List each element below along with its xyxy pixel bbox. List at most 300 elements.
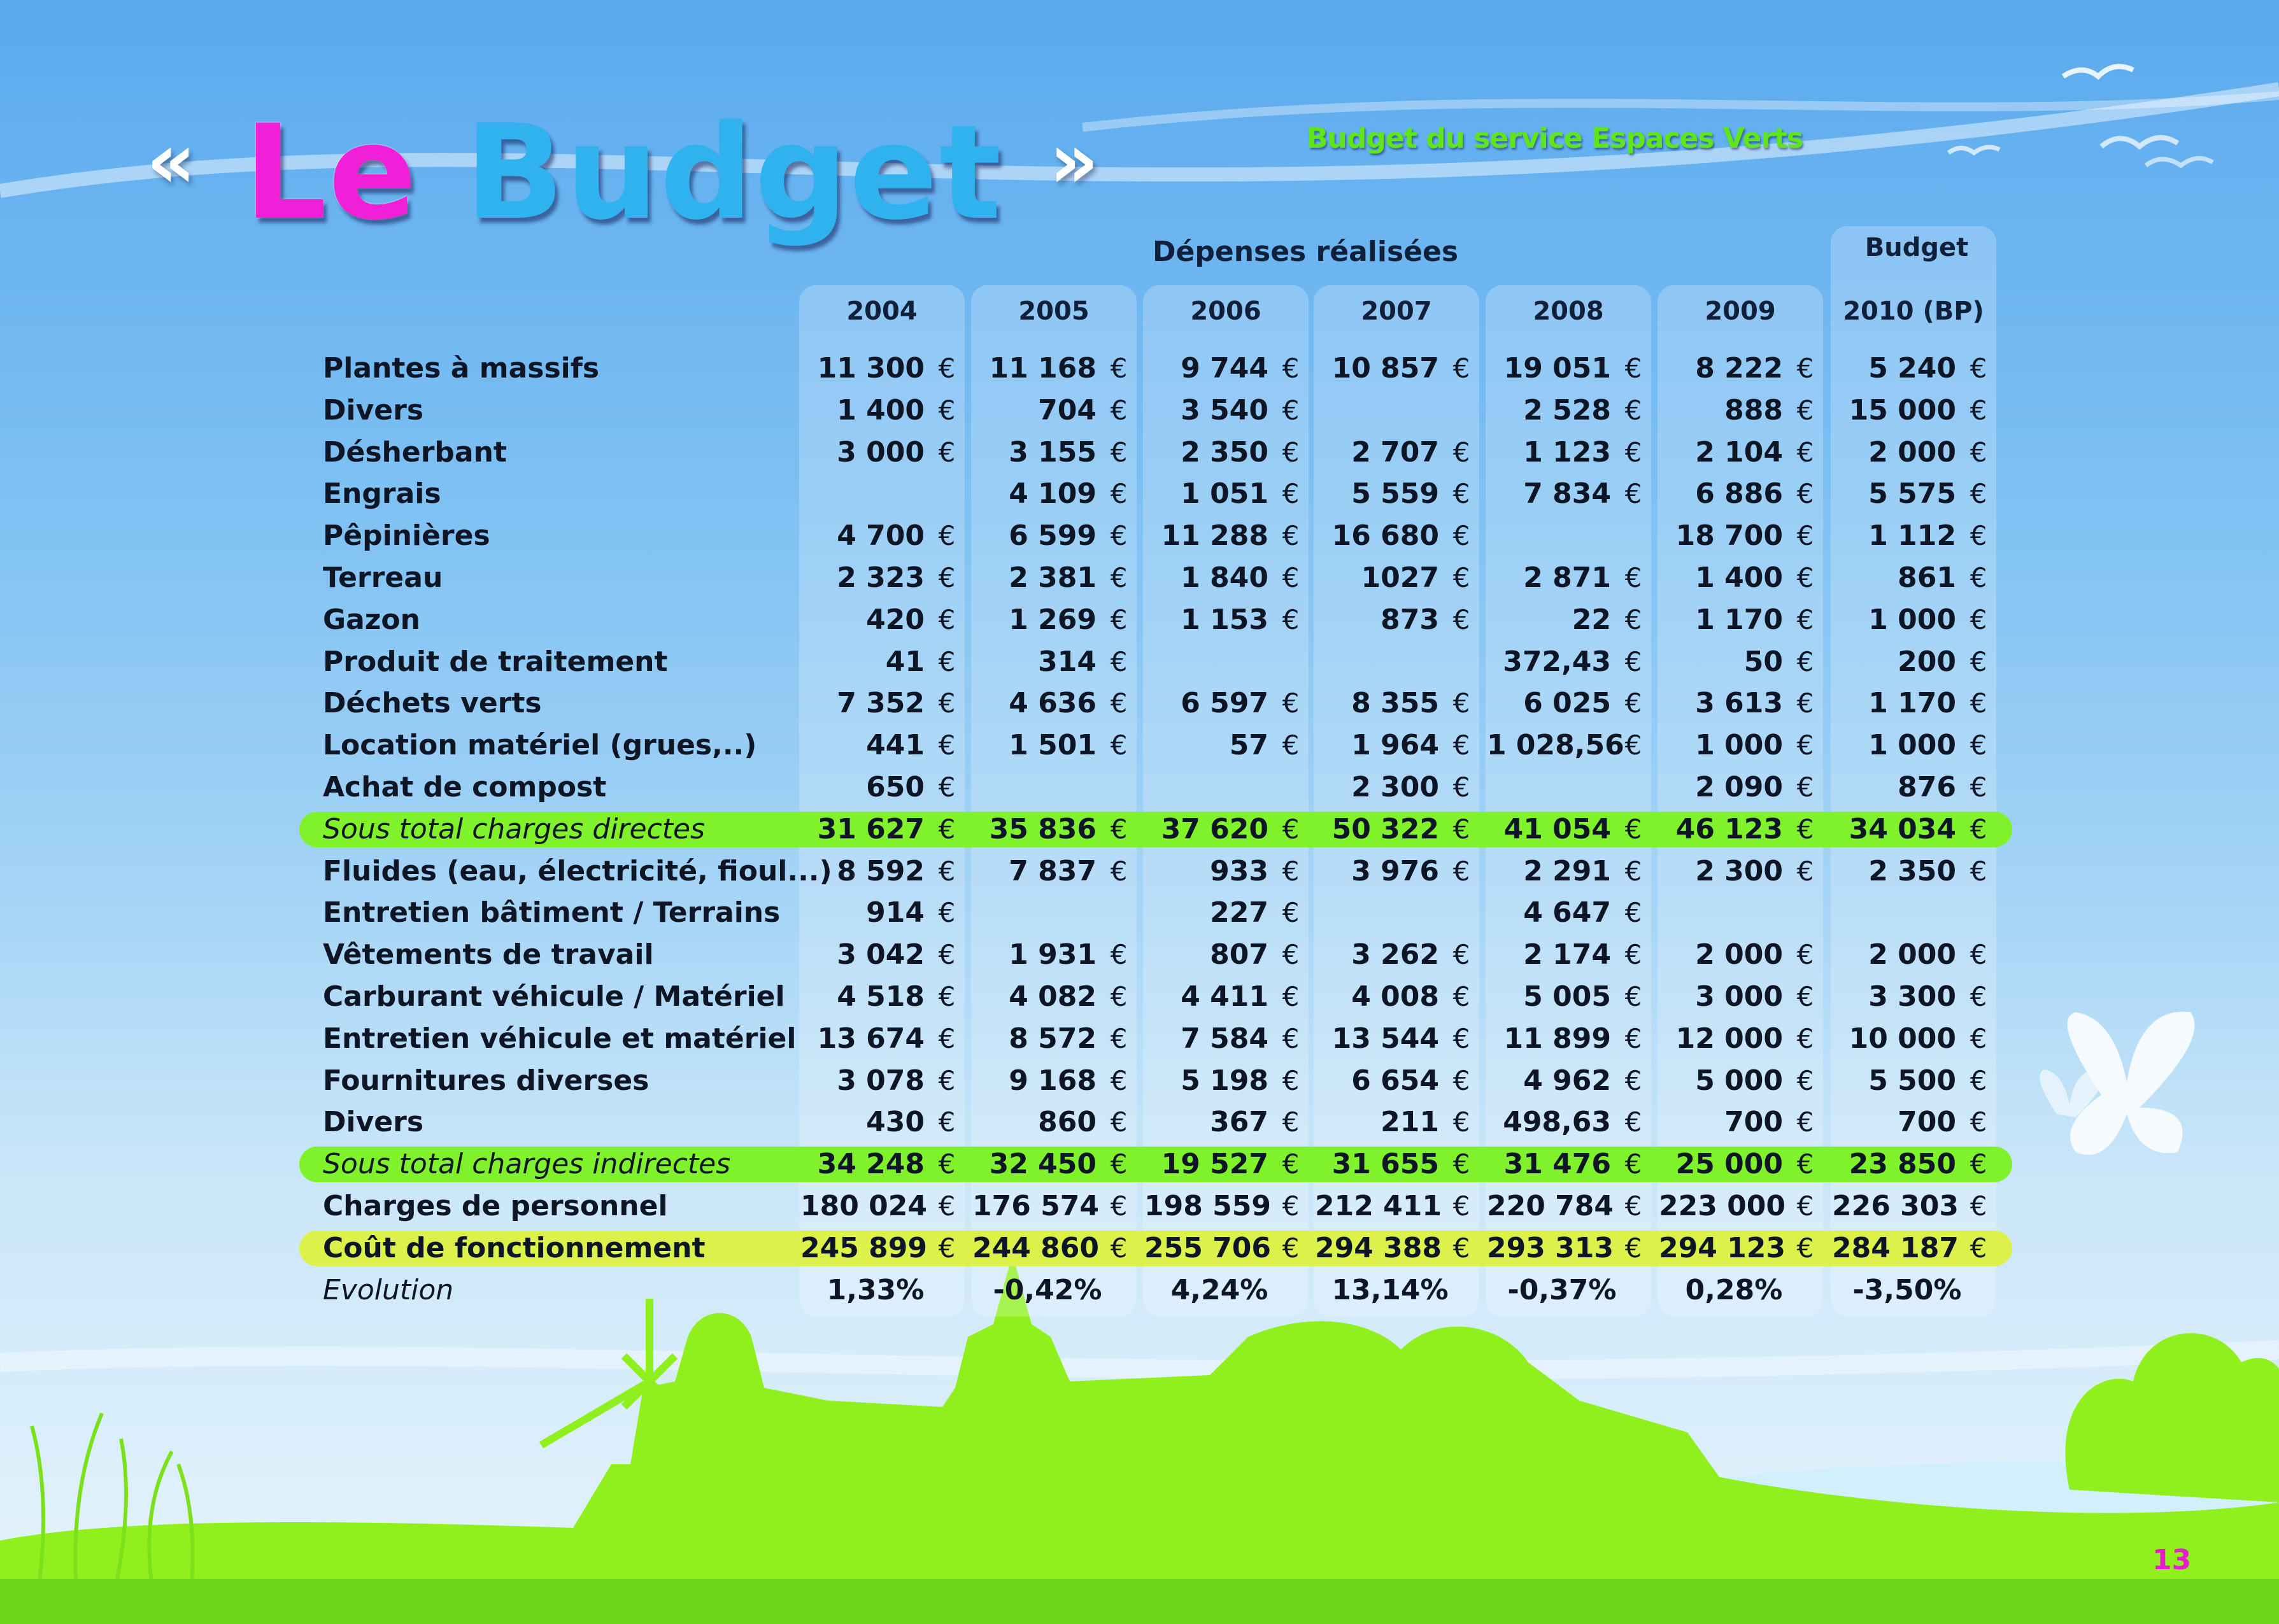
value-cell: 227 — [1210, 896, 1268, 929]
euro-symbol: € — [1110, 688, 1128, 719]
table-row — [0, 682, 2279, 724]
euro-symbol: € — [1796, 520, 1814, 551]
value-cell: 1 840 — [1181, 561, 1268, 594]
table-row — [0, 1101, 2279, 1143]
euro-symbol: € — [1624, 688, 1642, 719]
row-label: Evolution — [323, 1274, 454, 1306]
euro-symbol: € — [1970, 395, 1987, 426]
value-cell: 37 620 — [1161, 813, 1268, 845]
value-cell: 441 — [866, 729, 925, 761]
euro-symbol: € — [1796, 688, 1814, 719]
value-cell: 1027 — [1361, 561, 1439, 594]
euro-symbol: € — [938, 646, 956, 677]
value-cell: 9 168 — [1009, 1064, 1097, 1097]
value-cell: 7 584 — [1181, 1022, 1268, 1055]
value-cell: 2 528 — [1523, 394, 1611, 427]
euro-symbol: € — [1970, 1190, 1987, 1222]
euro-symbol: € — [1282, 437, 1300, 468]
value-cell: 293 313 — [1487, 1232, 1614, 1264]
page-subtitle: Budget du service Espaces Verts — [1307, 122, 1803, 155]
euro-symbol: € — [1110, 562, 1128, 593]
page-number: 13 — [2152, 1544, 2192, 1576]
value-cell: 11 899 — [1503, 1022, 1611, 1055]
euro-symbol: € — [1624, 1232, 1642, 1264]
row-label: Plantes à massifs — [323, 352, 600, 385]
value-cell: 2 000 — [1695, 938, 1783, 971]
euro-symbol: € — [1452, 856, 1470, 887]
euro-symbol: € — [1282, 395, 1300, 426]
value-cell: 244 860 — [972, 1232, 1100, 1264]
value-cell: 861 — [1898, 561, 1956, 594]
value-cell: 5 000 — [1695, 1064, 1783, 1097]
table-row — [0, 641, 2279, 683]
row-label: Entretien bâtiment / Terrains — [323, 896, 781, 929]
value-cell: 1 170 — [1695, 604, 1783, 636]
euro-symbol: € — [1110, 1023, 1128, 1054]
year-header: 2006 — [1190, 297, 1261, 326]
value-cell: 5 575 — [1868, 477, 1956, 510]
value-cell: 2 174 — [1523, 938, 1611, 971]
value-cell: 41 — [885, 646, 925, 678]
euro-symbol: € — [1110, 1232, 1128, 1264]
euro-symbol: € — [1624, 1148, 1642, 1180]
euro-symbol: € — [1624, 1190, 1642, 1222]
value-cell: 245 899 — [800, 1232, 928, 1264]
euro-symbol: € — [938, 520, 956, 551]
euro-symbol: € — [938, 437, 956, 468]
evolution-cell: 1,33% — [827, 1274, 925, 1306]
group-header: Dépenses réalisées — [1152, 236, 1459, 268]
title-open-quote: « — [146, 117, 197, 206]
year-header: 2008 — [1533, 297, 1604, 326]
value-cell: 34 034 — [1849, 813, 1956, 845]
table-row — [0, 599, 2279, 641]
value-cell: 3 262 — [1351, 938, 1439, 971]
euro-symbol: € — [1110, 646, 1128, 677]
euro-symbol: € — [1110, 478, 1128, 509]
euro-symbol: € — [1282, 1023, 1300, 1054]
euro-symbol: € — [1970, 772, 1987, 803]
value-cell: 8 355 — [1351, 687, 1439, 719]
euro-symbol: € — [1624, 730, 1642, 761]
table-row — [0, 432, 2279, 474]
euro-symbol: € — [1452, 478, 1470, 509]
value-cell: 807 — [1210, 938, 1268, 971]
value-cell: 860 — [1038, 1106, 1097, 1138]
euro-symbol: € — [1796, 1023, 1814, 1054]
euro-symbol: € — [1110, 856, 1128, 887]
euro-symbol: € — [938, 897, 956, 928]
euro-symbol: € — [1452, 604, 1470, 635]
row-label: Location matériel (grues,..) — [323, 729, 757, 761]
euro-symbol: € — [1796, 981, 1814, 1012]
euro-symbol: € — [1110, 1106, 1128, 1138]
value-cell: 15 000 — [1849, 394, 1956, 427]
value-cell: 19 051 — [1503, 352, 1611, 385]
euro-symbol: € — [1110, 814, 1128, 845]
value-cell: 4 962 — [1523, 1064, 1611, 1097]
euro-symbol: € — [1970, 520, 1987, 551]
value-cell: 933 — [1210, 855, 1268, 887]
euro-symbol: € — [1796, 1065, 1814, 1096]
value-cell: 1 123 — [1523, 436, 1611, 469]
value-cell: 430 — [866, 1106, 925, 1138]
euro-symbol: € — [1624, 814, 1642, 845]
value-cell: 650 — [866, 771, 925, 803]
euro-symbol: € — [1970, 981, 1987, 1012]
row-label: Charges de personnel — [323, 1190, 668, 1222]
value-cell: 11 300 — [817, 352, 925, 385]
value-cell: 31 655 — [1331, 1148, 1439, 1180]
euro-symbol: € — [1452, 520, 1470, 551]
euro-symbol: € — [938, 395, 956, 426]
value-cell: 1 153 — [1181, 604, 1268, 636]
euro-symbol: € — [1452, 1232, 1470, 1264]
euro-symbol: € — [1796, 562, 1814, 593]
value-cell: 1 170 — [1868, 687, 1956, 719]
value-cell: 1 931 — [1009, 938, 1097, 971]
row-label: Achat de compost — [323, 771, 607, 803]
row-label: Produit de traitement — [323, 646, 668, 678]
value-cell: 8 572 — [1009, 1022, 1097, 1055]
row-label: Carburant véhicule / Matériel — [323, 980, 785, 1013]
evolution-cell: 13,14% — [1331, 1274, 1449, 1306]
value-cell: 876 — [1898, 771, 1956, 803]
title-close-quote: » — [1049, 117, 1100, 206]
euro-symbol: € — [938, 604, 956, 635]
value-cell: 700 — [1724, 1106, 1783, 1138]
row-label: Engrais — [323, 477, 441, 510]
value-cell: 1 051 — [1181, 477, 1268, 510]
euro-symbol: € — [1452, 353, 1470, 384]
value-cell: 255 706 — [1144, 1232, 1272, 1264]
euro-symbol: € — [1796, 395, 1814, 426]
euro-symbol: € — [1624, 981, 1642, 1012]
euro-symbol: € — [1452, 981, 1470, 1012]
table-row — [0, 892, 2279, 934]
value-cell: 34 248 — [817, 1148, 925, 1180]
euro-symbol: € — [938, 1190, 956, 1222]
euro-symbol: € — [1624, 1023, 1642, 1054]
value-cell: 5 005 — [1523, 980, 1611, 1013]
value-cell: 3 300 — [1868, 980, 1956, 1013]
value-cell: 1 000 — [1868, 604, 1956, 636]
row-label: Déchets verts — [323, 687, 542, 719]
value-cell: 2 300 — [1695, 855, 1783, 887]
row-label: Désherbant — [323, 436, 507, 469]
euro-symbol: € — [938, 1065, 956, 1096]
year-header: 2004 — [846, 297, 918, 326]
row-label: Vêtements de travail — [323, 938, 654, 971]
euro-symbol: € — [1282, 981, 1300, 1012]
value-cell: 1 028,56 — [1487, 729, 1624, 761]
value-cell: 5 559 — [1351, 477, 1439, 510]
value-cell: 2 381 — [1009, 561, 1097, 594]
euro-symbol: € — [1282, 478, 1300, 509]
euro-symbol: € — [1282, 814, 1300, 845]
table-row — [0, 390, 2279, 432]
value-cell: 7 834 — [1523, 477, 1611, 510]
value-cell: 211 — [1381, 1106, 1439, 1138]
value-cell: 13 544 — [1331, 1022, 1439, 1055]
table-row — [0, 934, 2279, 976]
value-cell: 888 — [1724, 394, 1783, 427]
value-cell: 4 647 — [1523, 896, 1611, 929]
value-cell: 372,43 — [1503, 646, 1611, 678]
euro-symbol: € — [1624, 1065, 1642, 1096]
euro-symbol: € — [1282, 730, 1300, 761]
table-row — [0, 1143, 2279, 1185]
value-cell: 2 104 — [1695, 436, 1783, 469]
value-cell: 314 — [1038, 646, 1097, 678]
value-cell: 200 — [1898, 646, 1956, 678]
evolution-cell: -3,50% — [1852, 1274, 1962, 1306]
table-row — [0, 808, 2279, 851]
euro-symbol: € — [1282, 939, 1300, 970]
value-cell: 2 350 — [1868, 855, 1956, 887]
euro-symbol: € — [1970, 814, 1987, 845]
value-cell: 10 857 — [1331, 352, 1439, 385]
value-cell: 704 — [1038, 394, 1097, 427]
euro-symbol: € — [1970, 730, 1987, 761]
euro-symbol: € — [938, 939, 956, 970]
value-cell: 1 400 — [1695, 561, 1783, 594]
euro-symbol: € — [1970, 1232, 1987, 1264]
euro-symbol: € — [1796, 437, 1814, 468]
euro-symbol: € — [1796, 772, 1814, 803]
euro-symbol: € — [1282, 604, 1300, 635]
value-cell: 7 837 — [1009, 855, 1097, 887]
euro-symbol: € — [1452, 1190, 1470, 1222]
euro-symbol: € — [1282, 1190, 1300, 1222]
value-cell: 13 674 — [817, 1022, 925, 1055]
euro-symbol: € — [938, 981, 956, 1012]
euro-symbol: € — [1282, 1232, 1300, 1264]
row-label: Pêpinières — [323, 519, 490, 552]
euro-symbol: € — [1796, 478, 1814, 509]
euro-symbol: € — [1796, 730, 1814, 761]
euro-symbol: € — [1624, 395, 1642, 426]
table-row — [0, 348, 2279, 390]
value-cell: 3 976 — [1351, 855, 1439, 887]
value-cell: 1 112 — [1868, 519, 1956, 552]
value-cell: 23 850 — [1849, 1148, 1956, 1180]
value-cell: 6 025 — [1523, 687, 1611, 719]
value-cell: 176 574 — [972, 1190, 1100, 1222]
euro-symbol: € — [1282, 856, 1300, 887]
value-cell: 5 240 — [1868, 352, 1956, 385]
value-cell: 35 836 — [989, 813, 1097, 845]
value-cell: 2 090 — [1695, 771, 1783, 803]
row-label: Divers — [323, 394, 424, 427]
table-row — [0, 1060, 2279, 1102]
euro-symbol: € — [1970, 939, 1987, 970]
euro-symbol: € — [1282, 520, 1300, 551]
euro-symbol: € — [1282, 897, 1300, 928]
euro-symbol: € — [1796, 1190, 1814, 1222]
value-cell: 2 350 — [1181, 436, 1268, 469]
euro-symbol: € — [1282, 1106, 1300, 1138]
euro-symbol: € — [938, 814, 956, 845]
value-cell: 1 400 — [837, 394, 925, 427]
euro-symbol: € — [1970, 562, 1987, 593]
value-cell: 4 082 — [1009, 980, 1097, 1013]
table-row — [0, 473, 2279, 515]
table-row — [0, 1185, 2279, 1227]
value-cell: 2 000 — [1868, 436, 1956, 469]
value-cell: 50 322 — [1331, 813, 1439, 845]
euro-symbol: € — [1970, 646, 1987, 677]
euro-symbol: € — [1110, 395, 1128, 426]
euro-symbol: € — [1970, 856, 1987, 887]
row-label: Sous total charges indirectes — [323, 1148, 731, 1180]
value-cell: 1 000 — [1695, 729, 1783, 761]
value-cell: 2 000 — [1868, 938, 1956, 971]
euro-symbol: € — [1970, 688, 1987, 719]
value-cell: 3 078 — [837, 1064, 925, 1097]
euro-symbol: € — [1282, 353, 1300, 384]
value-cell: 3 000 — [1695, 980, 1783, 1013]
value-cell: 46 123 — [1675, 813, 1783, 845]
euro-symbol: € — [1970, 478, 1987, 509]
value-cell: 3 155 — [1009, 436, 1097, 469]
value-cell: 420 — [866, 604, 925, 636]
value-cell: 4 411 — [1181, 980, 1268, 1013]
euro-symbol: € — [1796, 856, 1814, 887]
value-cell: 5 500 — [1868, 1064, 1956, 1097]
euro-symbol: € — [1110, 730, 1128, 761]
euro-symbol: € — [1110, 437, 1128, 468]
euro-symbol: € — [938, 730, 956, 761]
euro-symbol: € — [1970, 1023, 1987, 1054]
table-row — [0, 851, 2279, 893]
euro-symbol: € — [1970, 353, 1987, 384]
value-cell: 873 — [1381, 604, 1439, 636]
value-cell: 2 300 — [1351, 771, 1439, 803]
value-cell: 7 352 — [837, 687, 925, 719]
value-cell: 6 886 — [1695, 477, 1783, 510]
euro-symbol: € — [1796, 1106, 1814, 1138]
value-cell: 367 — [1210, 1106, 1268, 1138]
euro-symbol: € — [1282, 562, 1300, 593]
euro-symbol: € — [1282, 1148, 1300, 1180]
value-cell: 6 597 — [1181, 687, 1268, 719]
euro-symbol: € — [1970, 1148, 1987, 1180]
euro-symbol: € — [1796, 353, 1814, 384]
euro-symbol: € — [1110, 1148, 1128, 1180]
euro-symbol: € — [1970, 604, 1987, 635]
euro-symbol: € — [938, 856, 956, 887]
euro-symbol: € — [1110, 1065, 1128, 1096]
value-cell: 5 198 — [1181, 1064, 1268, 1097]
year-header: 2010 (BP) — [1843, 297, 1984, 326]
value-cell: 294 123 — [1659, 1232, 1786, 1264]
euro-symbol: € — [1452, 1023, 1470, 1054]
value-cell: 226 303 — [1832, 1190, 1959, 1222]
row-label: Fluides (eau, électricité, fioul...) — [323, 855, 832, 887]
value-cell: 3 042 — [837, 938, 925, 971]
euro-symbol: € — [1110, 353, 1128, 384]
value-cell: 498,63 — [1503, 1106, 1611, 1138]
euro-symbol: € — [1624, 562, 1642, 593]
euro-symbol: € — [1282, 688, 1300, 719]
value-cell: 10 000 — [1849, 1022, 1956, 1055]
value-cell: 700 — [1898, 1106, 1956, 1138]
value-cell: 16 680 — [1331, 519, 1439, 552]
euro-symbol: € — [938, 1106, 956, 1138]
euro-symbol: € — [1624, 646, 1642, 677]
euro-symbol: € — [938, 353, 956, 384]
value-cell: 32 450 — [989, 1148, 1097, 1180]
value-cell: 25 000 — [1675, 1148, 1783, 1180]
title-word-budget: Budget — [464, 97, 1003, 249]
euro-symbol: € — [1624, 478, 1642, 509]
value-cell: 212 411 — [1315, 1190, 1442, 1222]
euro-symbol: € — [1452, 688, 1470, 719]
euro-symbol: € — [1452, 772, 1470, 803]
value-cell: 4 700 — [837, 519, 925, 552]
table-row — [0, 1269, 2279, 1311]
value-cell: 198 559 — [1144, 1190, 1272, 1222]
euro-symbol: € — [938, 1023, 956, 1054]
title-word-le: Le — [243, 97, 418, 249]
euro-symbol: € — [1452, 1106, 1470, 1138]
value-cell: 4 518 — [837, 980, 925, 1013]
row-label: Divers — [323, 1106, 424, 1138]
value-cell: 50 — [1743, 646, 1783, 678]
value-cell: 1 269 — [1009, 604, 1097, 636]
value-cell: 9 744 — [1181, 352, 1268, 385]
table-row — [0, 976, 2279, 1018]
value-cell: 180 024 — [800, 1190, 928, 1222]
year-header: 2007 — [1361, 297, 1432, 326]
value-cell: 220 784 — [1487, 1190, 1614, 1222]
value-cell: 31 627 — [817, 813, 925, 845]
euro-symbol: € — [1970, 1106, 1987, 1138]
euro-symbol: € — [1452, 437, 1470, 468]
value-cell: 11 288 — [1161, 519, 1268, 552]
euro-symbol: € — [1970, 437, 1987, 468]
value-cell: 22 — [1572, 604, 1611, 636]
year-header: 2005 — [1018, 297, 1090, 326]
euro-symbol: € — [1624, 353, 1642, 384]
value-cell: 57 — [1229, 729, 1268, 761]
euro-symbol: € — [1970, 1065, 1987, 1096]
euro-symbol: € — [1796, 1232, 1814, 1264]
table-row — [0, 557, 2279, 599]
euro-symbol: € — [1624, 1106, 1642, 1138]
row-label: Coût de fonctionnement — [323, 1232, 706, 1264]
value-cell: 41 054 — [1503, 813, 1611, 845]
euro-symbol: € — [1796, 939, 1814, 970]
row-label: Gazon — [323, 604, 420, 636]
euro-symbol: € — [1110, 981, 1128, 1012]
value-cell: 2 707 — [1351, 436, 1439, 469]
euro-symbol: € — [1624, 604, 1642, 635]
page-title — [146, 97, 1100, 249]
euro-symbol: € — [1452, 1148, 1470, 1180]
value-cell: 3 000 — [837, 436, 925, 469]
value-cell: 18 700 — [1675, 519, 1783, 552]
euro-symbol: € — [1624, 897, 1642, 928]
value-cell: 223 000 — [1659, 1190, 1786, 1222]
value-cell: 3 613 — [1695, 687, 1783, 719]
value-cell: 1 000 — [1868, 729, 1956, 761]
euro-symbol: € — [938, 688, 956, 719]
row-label: Entretien véhicule et matériel — [323, 1022, 797, 1055]
table-row — [0, 724, 2279, 766]
budget-header: Budget — [1864, 233, 1969, 262]
